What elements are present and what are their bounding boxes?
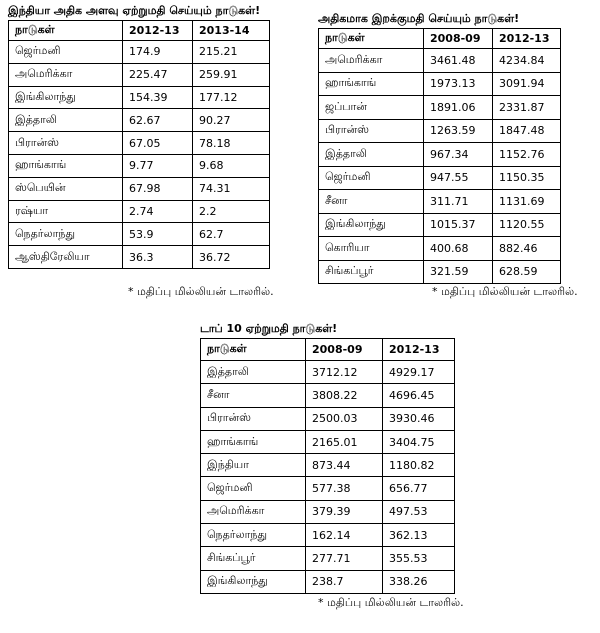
country-cell: ஜெர்மனி xyxy=(9,41,123,64)
value-cell: 3091.94 xyxy=(493,72,561,96)
value-cell: 1015.37 xyxy=(424,213,493,237)
value-cell: 36.3 xyxy=(123,246,193,269)
value-cell: 1973.13 xyxy=(424,72,493,96)
table-row xyxy=(201,361,455,384)
value-cell: 53.9 xyxy=(123,223,193,246)
value-cell: 2165.01 xyxy=(306,430,383,453)
value-cell: 873.44 xyxy=(306,454,383,477)
value-cell: 9.68 xyxy=(193,154,270,177)
value-cell: 78.18 xyxy=(193,132,270,155)
table-row xyxy=(9,109,270,132)
table-row xyxy=(201,570,455,593)
value-cell: 1180.82 xyxy=(383,454,455,477)
value-cell: 259.91 xyxy=(193,63,270,86)
country-cell: ஹாங்காங் xyxy=(201,430,306,453)
value-cell: 154.39 xyxy=(123,86,193,109)
country-cell: அமெரிக்கா xyxy=(319,49,424,73)
value-cell: 1120.55 xyxy=(493,213,561,237)
table-row xyxy=(319,72,561,96)
country-cell: ஜெர்மனி xyxy=(201,477,306,500)
country-cell: சீனா xyxy=(319,190,424,214)
value-cell: 215.21 xyxy=(193,41,270,64)
column-header: 2012-13 xyxy=(493,29,561,49)
value-cell: 362.13 xyxy=(383,524,455,547)
value-cell: 355.53 xyxy=(383,547,455,570)
country-cell: நெதர்லாந்து xyxy=(201,524,306,547)
country-cell: ஹாங்காங் xyxy=(9,154,123,177)
value-cell: 225.47 xyxy=(123,63,193,86)
table-row xyxy=(201,524,455,547)
country-cell: அமெரிக்கா xyxy=(201,500,306,523)
value-cell: 9.77 xyxy=(123,154,193,177)
table-row xyxy=(319,213,561,237)
export-countries-note: * மதிப்பு மில்லியன் டாலரில். xyxy=(128,285,274,298)
country-cell: ஹாங்காங் xyxy=(319,72,424,96)
value-cell: 2500.03 xyxy=(306,407,383,430)
value-cell: 1131.69 xyxy=(493,190,561,214)
export-countries-section xyxy=(8,2,270,269)
value-cell: 3808.22 xyxy=(306,384,383,407)
country-cell: இந்தியா xyxy=(201,454,306,477)
value-cell: 497.53 xyxy=(383,500,455,523)
table-row xyxy=(319,119,561,143)
value-cell: 177.12 xyxy=(193,86,270,109)
table-row xyxy=(9,154,270,177)
column-header: 2012-13 xyxy=(383,339,455,361)
value-cell: 162.14 xyxy=(306,524,383,547)
country-cell: ஜப்பான் xyxy=(319,96,424,120)
table-row xyxy=(9,41,270,64)
export-countries-table xyxy=(8,20,270,269)
value-cell: 36.72 xyxy=(193,246,270,269)
value-cell: 4696.45 xyxy=(383,384,455,407)
top10-export-table xyxy=(200,338,455,594)
country-cell: சிங்கப்பூர் xyxy=(319,260,424,284)
value-cell: 1152.76 xyxy=(493,143,561,167)
table-row xyxy=(319,260,561,284)
value-cell: 1263.59 xyxy=(424,119,493,143)
top10-export-title: டாப் 10 ஏற்றுமதி நாடுகள்! xyxy=(200,322,338,335)
value-cell: 1891.06 xyxy=(424,96,493,120)
country-cell: இத்தாலி xyxy=(9,109,123,132)
country-cell: பிரான்ஸ் xyxy=(9,132,123,155)
table-row xyxy=(319,190,561,214)
table-row xyxy=(319,237,561,261)
value-cell: 3404.75 xyxy=(383,430,455,453)
table-row xyxy=(319,49,561,73)
value-cell: 1847.48 xyxy=(493,119,561,143)
table-row xyxy=(201,384,455,407)
value-cell: 400.68 xyxy=(424,237,493,261)
country-cell: நெதர்லாந்து xyxy=(9,223,123,246)
country-cell: இங்கிலாந்து xyxy=(9,86,123,109)
column-header: 2008-09 xyxy=(424,29,493,49)
country-cell: பிரான்ஸ் xyxy=(201,407,306,430)
country-cell: ஸ்பெயின் xyxy=(9,177,123,200)
column-header: நாடுகள் xyxy=(9,21,123,41)
value-cell: 90.27 xyxy=(193,109,270,132)
country-cell: ஆஸ்திரேலியா xyxy=(9,246,123,269)
value-cell: 2331.87 xyxy=(493,96,561,120)
import-countries-table xyxy=(318,28,561,284)
value-cell: 238.7 xyxy=(306,570,383,593)
country-cell: பிரான்ஸ் xyxy=(319,119,424,143)
value-cell: 338.26 xyxy=(383,570,455,593)
table-row xyxy=(201,547,455,570)
value-cell: 3712.12 xyxy=(306,361,383,384)
value-cell: 882.46 xyxy=(493,237,561,261)
country-cell: சிங்கப்பூர் xyxy=(201,547,306,570)
column-header: 2008-09 xyxy=(306,339,383,361)
value-cell: 67.05 xyxy=(123,132,193,155)
export-countries-title: இந்தியா அதிக அளவு ஏற்றுமதி செய்யும் நாடுகள்! xyxy=(8,4,261,17)
table-row xyxy=(201,407,455,430)
table-row xyxy=(9,200,270,223)
value-cell: 4929.17 xyxy=(383,361,455,384)
table-row xyxy=(9,223,270,246)
country-cell: இங்கிலாந்து xyxy=(201,570,306,593)
value-cell: 74.31 xyxy=(193,177,270,200)
value-cell: 947.55 xyxy=(424,166,493,190)
table-row xyxy=(201,500,455,523)
table-row xyxy=(319,143,561,167)
column-header: நாடுகள் xyxy=(201,339,306,361)
value-cell: 2.2 xyxy=(193,200,270,223)
header-row xyxy=(319,29,561,49)
value-cell: 321.59 xyxy=(424,260,493,284)
column-header: 2012-13 xyxy=(123,21,193,41)
value-cell: 1150.35 xyxy=(493,166,561,190)
top10-export-section xyxy=(200,320,455,594)
table-row xyxy=(9,177,270,200)
table-row xyxy=(201,454,455,477)
value-cell: 3930.46 xyxy=(383,407,455,430)
import-countries-note: * மதிப்பு மில்லியன் டாலரில். xyxy=(432,285,578,298)
value-cell: 577.38 xyxy=(306,477,383,500)
table-row xyxy=(319,166,561,190)
table-row xyxy=(9,86,270,109)
value-cell: 62.7 xyxy=(193,223,270,246)
value-cell: 3461.48 xyxy=(424,49,493,73)
table-row xyxy=(201,430,455,453)
value-cell: 277.71 xyxy=(306,547,383,570)
header-row xyxy=(201,339,455,361)
value-cell: 628.59 xyxy=(493,260,561,284)
country-cell: இங்கிலாந்து xyxy=(319,213,424,237)
import-countries-title: அதிகமாக இறக்குமதி செய்யும் நாடுகள்! xyxy=(318,12,520,25)
import-countries-section xyxy=(318,10,561,284)
country-cell: ரஷ்யா xyxy=(9,200,123,223)
header-row xyxy=(9,21,270,41)
value-cell: 379.39 xyxy=(306,500,383,523)
country-cell: இத்தாலி xyxy=(201,361,306,384)
country-cell: கொரியா xyxy=(319,237,424,261)
column-header: 2013-14 xyxy=(193,21,270,41)
country-cell: சீனா xyxy=(201,384,306,407)
country-cell: இத்தாலி xyxy=(319,143,424,167)
value-cell: 67.98 xyxy=(123,177,193,200)
value-cell: 62.67 xyxy=(123,109,193,132)
table-row xyxy=(9,246,270,269)
top10-export-note: * மதிப்பு மில்லியன் டாலரில். xyxy=(318,596,464,609)
value-cell: 311.71 xyxy=(424,190,493,214)
table-row xyxy=(201,477,455,500)
value-cell: 174.9 xyxy=(123,41,193,64)
value-cell: 4234.84 xyxy=(493,49,561,73)
value-cell: 2.74 xyxy=(123,200,193,223)
column-header: நாடுகள் xyxy=(319,29,424,49)
value-cell: 656.77 xyxy=(383,477,455,500)
table-row xyxy=(319,96,561,120)
table-row xyxy=(9,63,270,86)
table-row xyxy=(9,132,270,155)
country-cell: ஜெர்மனி xyxy=(319,166,424,190)
value-cell: 967.34 xyxy=(424,143,493,167)
country-cell: அமெரிக்கா xyxy=(9,63,123,86)
